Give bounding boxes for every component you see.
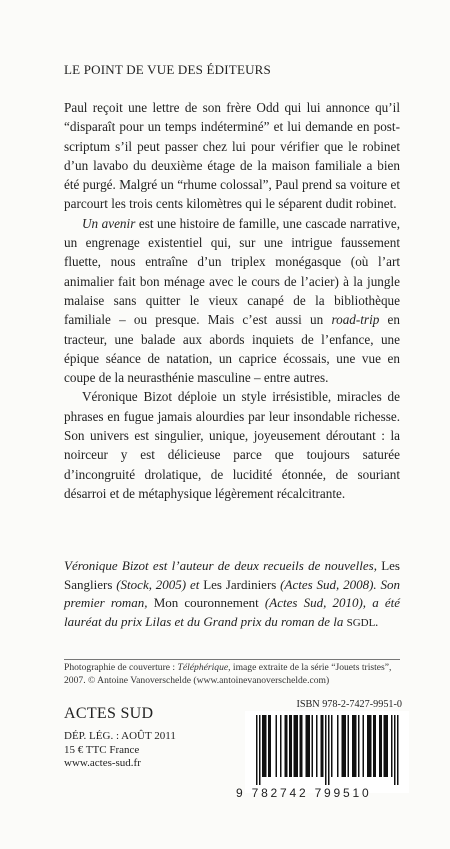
barcode-bar [295, 715, 297, 777]
legal-info [64, 730, 176, 771]
barcode-bar [291, 715, 293, 777]
barcode-bar [331, 715, 333, 777]
blurb-paragraph-1: Paul reçoit une lettre de son frère Odd qui lui annonce qu’il “disparaît pour un temps indéterminé” et lui demande en post-scriptum s’il peut passer chez lui pour vérifier que le robinet d’un lavabo du deuxième étage de la maison familiale a bien été purgé. Malgré un “rhume colossal”, Paul prend sa voiture et parcourt les trois cents kilomètres qui le séparent dudit robinet. [64, 100, 400, 212]
blurb-text: est une histoire de famille, une cascade narrative, un engrenage existentiel qui, sur une intrigue faussement fluette, nous entraîne d’un triplex monégasque (où l’art animalier fait bon ménage avec le cours de l’acier) à la jungle malaise sans quitter le vieux canapé de la bibliothèque familiale – ou presque. Mais c’est aussi un [64, 215, 400, 328]
barcode-bar [394, 715, 396, 785]
blurb-paragraph-2 [64, 214, 400, 388]
blurb [64, 98, 400, 503]
author-bio-text: . [375, 613, 379, 629]
barcode-bar [397, 715, 399, 785]
barcode-bar [369, 715, 371, 777]
book-title: Les Sangliers [64, 558, 400, 592]
barcode-bar [367, 715, 369, 777]
barcode-bar [265, 715, 267, 777]
divider [64, 659, 400, 660]
photo-title: Téléphérique [177, 662, 229, 673]
website-link[interactable]: www.actes-sud.fr [64, 757, 141, 770]
barcode-bar [325, 715, 327, 785]
barcode-bar [280, 715, 282, 777]
barcode-bar [312, 715, 314, 777]
barcode-bar [321, 715, 323, 777]
barcode-bar [264, 715, 266, 777]
book-title: Un avenir [82, 215, 136, 231]
barcode-bar [297, 715, 299, 777]
author-bio-text: (Actes Sud, 2008). Son premier roman, [64, 576, 401, 611]
photo-credit [64, 662, 404, 687]
credit-text: , image extraite de la série “Jouets tristes”, 2007. © Antoine Vanoverschelde (www.antoinevanoverschelde.com) [64, 662, 392, 686]
author-bio-text: (Stock, 2005) et [112, 576, 204, 592]
road-trip-term: road-trip [331, 312, 380, 328]
book-title: Les Jardiniers [203, 576, 277, 592]
barcode-bar [358, 715, 360, 777]
barcode-bar [262, 715, 264, 777]
barcode-bar [363, 715, 365, 777]
barcode-bar [322, 715, 324, 777]
barcode-bar [268, 715, 270, 777]
publisher-name: ACTES SUD [64, 705, 154, 722]
barcode-bar [345, 715, 347, 777]
barcode-bar [306, 715, 308, 777]
barcode [245, 711, 409, 793]
book-title: Mon couronnement [153, 595, 259, 611]
isbn-text: ISBN 978-2-7427-9951-0 [296, 699, 402, 710]
barcode-bar [307, 715, 309, 777]
barcode-bar [309, 715, 311, 777]
barcode-bar [387, 715, 389, 777]
barcode-bar [337, 715, 339, 777]
barcode-bar [300, 715, 302, 777]
blurb-paragraph-3: Véronique Bizot déploie un style irrésistible, miracles de phrases en fugue jamais alourdies par leur insondable richesse. Son univers est singulier, unique, joyeusement déroutant : la noirceur y est délicieuse parce que toujours saturée d’incongruité drolatique, de lucidité étonnée, de souriant désarroi et de métaphysique légèrement récalcitrante. [64, 389, 400, 501]
barcode-bar [276, 715, 278, 777]
barcode-bar [301, 715, 303, 777]
barcode-bar [352, 715, 354, 777]
barcode-bar [354, 715, 356, 777]
sgdl-acronym: SGDL [346, 616, 376, 629]
barcode-bar [259, 715, 261, 785]
barcode-bar [328, 715, 330, 785]
blurb-text: en tracteur, une balade aux abords inquiets de l’enfance, une épique séance de natation, un caprice écossais, une vue en coupe de la neurasthénie masculine – entre autres. [64, 312, 400, 386]
price: 15 € TTC France [64, 743, 140, 756]
barcode-bar [379, 715, 381, 777]
barcode-bar [385, 715, 387, 777]
barcode-bar [256, 715, 258, 785]
barcode-bar [285, 715, 287, 777]
barcode-bar [286, 715, 288, 777]
author-bio-text: Véronique Bizot est l’auteur de deux recueils de nouvelles, [64, 558, 382, 573]
author-bio-text: (Actes Sud, 2010), a été lauréat du prix Lilas et du Grand prix du roman de la [64, 595, 401, 629]
barcode-bar [289, 715, 291, 777]
barcode-icon [245, 711, 405, 787]
barcode-bar [343, 715, 345, 777]
barcode-bar [391, 715, 393, 777]
barcode-bar [270, 715, 272, 777]
barcode-bar [373, 715, 375, 777]
section-heading: LE POINT DE VUE DES ÉDITEURS [64, 62, 271, 77]
barcode-bar [375, 715, 377, 777]
author-bio [64, 557, 400, 632]
credit-text: Photographie de couverture : [64, 662, 178, 673]
barcode-bar [316, 715, 318, 777]
barcode-bar [355, 715, 357, 777]
barcode-digits: 9 782742 799510 [236, 786, 372, 800]
barcode-bar [348, 715, 350, 777]
legal-deposit: DÉP. LÉG. : AOÛT 2011 [64, 730, 176, 742]
barcode-bar [370, 715, 372, 777]
barcode-bar [384, 715, 386, 777]
barcode-bar [294, 715, 296, 777]
barcode-bar [342, 715, 344, 777]
barcode-bar [381, 715, 383, 777]
